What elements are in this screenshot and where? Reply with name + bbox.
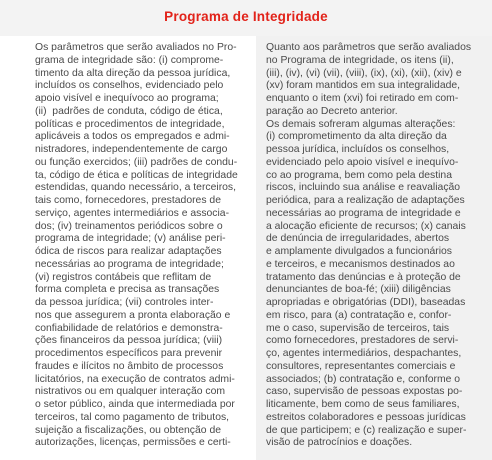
- page-title: Programa de Integridade: [164, 9, 328, 24]
- right-column-text: Quanto aos parâmetros que serão avaliados no Programa de integridade, os itens (ii), (iii), (iv), (vi) (vii), (viii), (ix), (xi), (xii), (xiv) e (xv) foram mantidos em sua integralidade, enquanto o item (xvi) foi retirado em com- paração ao Decreto anterior. Os demais sofreram algumas alterações: (i) comprometimento da alta direção da pessoa jurídica, incluídos os conselhos, evidenciado pelo apoio visível e inequívo- co ao programa, bem como pela destina riscos, incluindo sua análise e reavaliação periódica, para a realização de adaptações necessárias ao programa de integridade e a alocação eficiente de recursos; (x) canais de denúncia de irregularidades, abertos e amplamente divulgados a funcionários e terceiros, e mecanismos destinados ao tratamento das denúncias e à proteção de denunciantes de boa-fé; (xiii) diligências apropriadas e obrigatórias (DDI), baseadas em risco, para (a) contratação e, confor- me o caso, supervisão de terceiros, tais como fornecedores, prestadores de servi- ço, agentes intermediários, despachantes, consultores, representantes comerciais e associados; (b) contratação e, conforme o caso, supervisão de pessoas expostas po- liticamente, bem como de seus familiares, estreitos colaboradores e pessoas jurídicas de que participem; e (c) realização e super- visão de patrocínios e doações.: [266, 42, 472, 449]
- right-column: [256, 36, 492, 460]
- left-column: [0, 36, 256, 460]
- left-column-text: Os parâmetros que serão avaliados no Pro- grama de integridade são: (i) comprome- timento da alta direção da pessoa jurídica, incluídos os conselhos, evidenciado pelo apoio visível e inequívoco ao programa; (ii) padrões de conduta, código de ética, políticas e procedimentos de integridade, aplicáveis a todos os empregados e admi- nistradores, independentemente de cargo ou função exercidos; (iii) padrões de condu- ta, código de ética e políticas de integridade estendidas, quando necessário, a terceiros, tais como, fornecedores, prestadores de serviço, agentes intermediários e associa- dos; (iv) treinamentos periódicos sobre o programa de integridade; (v) análise peri- ódica de riscos para realizar adaptações necessárias ao programa de integridade; (vi) registros contábeis que reflitam de forma completa e precisa as transações da pessoa jurídica; (vii) controles inter- nos que assegurem a pronta elaboração e confiabilidade de relatórios e demonstra- ções financeiros da pessoa jurídica; (viii) procedimentos específicos para prevenir fraudes e ilícitos no âmbito de processos licitatórios, na execução de contratos admi- nistrativos ou em qualquer interação com o setor público, ainda que intermediada por terceiros, tal como pagamento de tributos, sujeição a fiscalizações, ou obtenção de autorizações, licenças, permissões e certi-: [35, 42, 238, 449]
- title-bar: [0, 0, 492, 36]
